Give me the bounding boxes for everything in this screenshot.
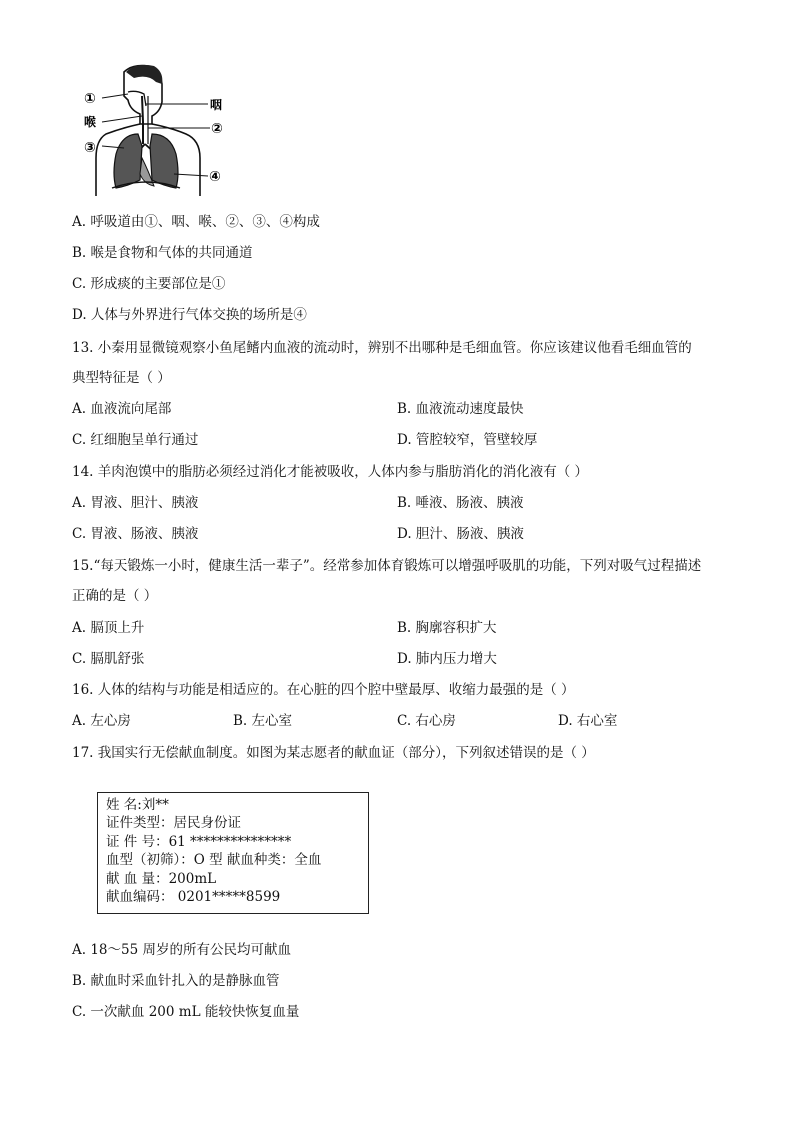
card-amount: 献 血 量：200mL	[106, 870, 217, 887]
q15-option-a[interactable]: A. 膈顶上升	[72, 620, 145, 636]
q13-stem-line2: 典型特征是（ ）	[72, 370, 171, 386]
q16-stem: 16. 人体的结构与功能是相适应的。在心脏的四个腔中壁最厚、收缩力最强的是（ ）	[72, 682, 575, 698]
q15-option-b[interactable]: B. 胸廓容积扩大	[397, 620, 497, 636]
q15-option-c[interactable]: C. 膈肌舒张	[72, 651, 145, 667]
q13-option-d[interactable]: D. 管腔较窄，管壁较厚	[397, 432, 538, 448]
q15-stem-line1: 15.“每天锻炼一小时，健康生活一辈子”。经常参加体育锻炼可以增强呼吸肌的功能，下列对吸气过程描述	[72, 558, 702, 574]
q13-option-c[interactable]: C. 红细胞呈单行通过	[72, 432, 199, 448]
card-id-number: 证 件 号：61 ***************	[106, 833, 292, 850]
q15-stem-line2: 正确的是（ ）	[72, 588, 158, 604]
q17-option-a[interactable]: A. 18～55 周岁的所有公民均可献血	[72, 942, 291, 958]
q13-option-b[interactable]: B. 血液流动速度最快	[397, 401, 524, 417]
q16-option-d[interactable]: D. 右心室	[558, 713, 618, 729]
blood-donation-certificate	[97, 792, 369, 914]
q15-option-d[interactable]: D. 肺内压力增大	[397, 651, 497, 667]
q12-option-c[interactable]: C. 形成痰的主要部位是①	[72, 276, 226, 292]
q17-stem: 17. 我国实行无偿献血制度。如图为某志愿者的献血证（部分），下列叙述错误的是（ ）	[72, 745, 595, 761]
q14-option-a[interactable]: A. 胃液、胆汁、胰液	[72, 495, 199, 511]
q14-option-b[interactable]: B. 唾液、肠液、胰液	[397, 495, 524, 511]
figure-label-pharynx: 咽	[210, 98, 223, 112]
figure-label-1: ①	[84, 91, 96, 107]
card-blood-type: 血型（初筛）：O 型 献血种类：全血	[106, 852, 322, 869]
q12-option-a[interactable]: A. 呼吸道由①、咽、喉、②、③、④构成	[72, 214, 320, 230]
q13-stem-line1: 13. 小秦用显微镜观察小鱼尾鳍内血液的流动时，辨别不出哪种是毛细血管。你应该建议他看毛细血管的	[72, 340, 692, 356]
q13-option-a[interactable]: A. 血液流向尾部	[72, 401, 172, 417]
figure-label-larynx: 喉	[84, 115, 97, 129]
q16-option-b[interactable]: B. 左心室	[233, 713, 293, 729]
q16-option-a[interactable]: A. 左心房	[72, 713, 131, 729]
q12-option-b[interactable]: B. 喉是食物和气体的共同通道	[72, 245, 253, 261]
figure-label-3: ③	[84, 140, 96, 156]
card-name: 姓 名:刘**	[106, 797, 169, 813]
card-id-type: 证件类型：居民身份证	[106, 815, 241, 832]
q14-option-c[interactable]: C. 胃液、肠液、胰液	[72, 526, 199, 542]
figure-label-2: ②	[211, 121, 223, 137]
card-code: 献血编码： 0201*****8599	[106, 889, 281, 906]
q12-option-d[interactable]: D. 人体与外界进行气体交换的场所是④	[72, 307, 307, 323]
respiratory-system-figure	[82, 62, 232, 202]
q14-stem: 14. 羊肉泡馍中的脂肪必须经过消化才能被吸收，人体内参与脂肪消化的消化液有（ ）	[72, 464, 589, 480]
q17-option-c[interactable]: C. 一次献血 200 mL 能较快恢复血量	[72, 1004, 300, 1020]
q17-option-b[interactable]: B. 献血时采血针扎入的是静脉血管	[72, 973, 280, 989]
figure-label-4: ④	[209, 169, 221, 185]
q14-option-d[interactable]: D. 胆汁、肠液、胰液	[397, 526, 524, 542]
q16-option-c[interactable]: C. 右心房	[397, 713, 456, 729]
